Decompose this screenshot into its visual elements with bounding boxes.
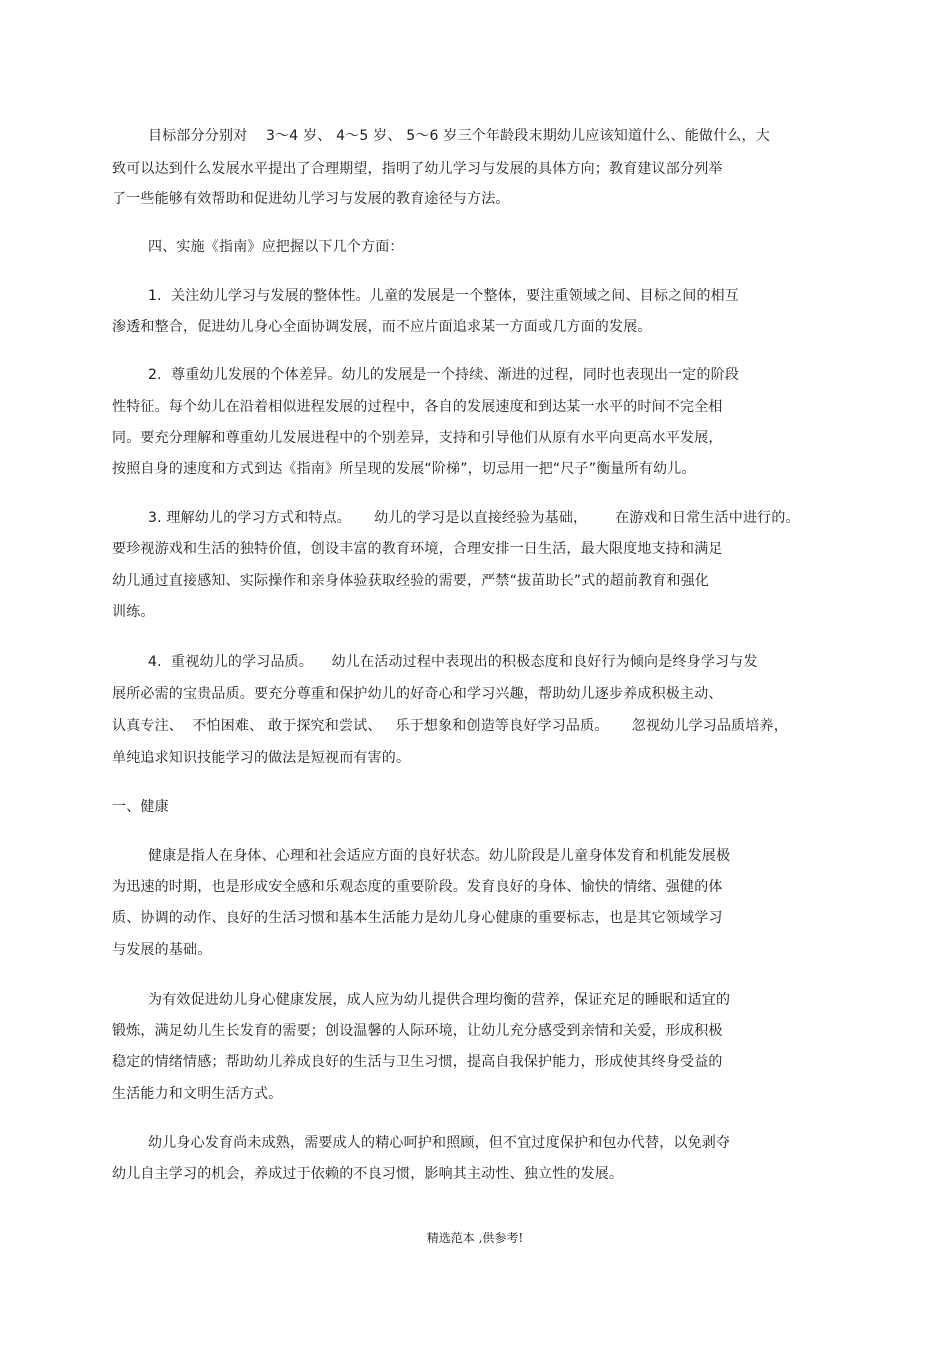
paragraph-line: 要珍视游戏和生活的独特价值，创设丰富的教育环境，合理安排一日生活，最大限度地支持和满足 (112, 541, 723, 557)
paragraph-line: 幼儿自主学习的机会，养成过于依赖的不良习惯，影响其主动性、独立性的发展。 (112, 1166, 624, 1182)
paragraph-line: 单纯追求知识技能学习的做法是短视而有害的。 (112, 750, 411, 766)
section-heading: 一、健康 (112, 799, 169, 815)
paragraph-line: 训练。 (112, 604, 155, 620)
paragraph-line: 了一些能够有效帮助和促进幼儿学习与发展的教育途径与方法。 (112, 191, 510, 207)
paragraph-line: 幼儿通过直接感知、实际操作和亲身体验获取经验的需要，严禁“拔苗助长”式的超前教育和强化 (112, 573, 710, 589)
paragraph-line: 生活能力和文明生活方式。 (112, 1086, 283, 1102)
paragraph-line: 性特征。每个幼儿在沿着相似进程发展的过程中，各自的发展速度和到达某一水平的时间不完全相 (112, 399, 723, 415)
page-footer: 精选范本 ,供参考! (426, 1231, 524, 1245)
paragraph-line: 目标部分分别对 3～4 岁、 4～5 岁、 5～6 岁三个年龄段末期幼儿应该知道什么、能做什么，大 (148, 128, 770, 144)
paragraph-line: 同。要充分理解和尊重幼儿发展进程中的个别差异，支持和引导他们从原有水平向更高水平发展， (112, 430, 723, 446)
paragraph-line: 渗透和整合，促进幼儿身心全面协调发展，而不应片面追求某一方面或几方面的发展。 (112, 319, 652, 335)
paragraph-line: 锻炼，满足幼儿生长发育的需要；创设温馨的人际环境，让幼儿充分感受到亲情和关爱，形成积极 (112, 1023, 723, 1039)
paragraph-line: 展所必需的宝贵品质。要充分尊重和保护幼儿的好奇心和学习兴趣，帮助幼儿逐步养成积极主动、 (112, 686, 723, 702)
paragraph-line: 与发展的基础。 (112, 942, 212, 958)
paragraph-line: 1. 关注幼儿学习与发展的整体性。儿童的发展是一个整体，要注重领域之间、目标之间的相互 (148, 288, 740, 304)
paragraph-line: 致可以达到什么发展水平提出了合理期望，指明了幼儿学习与发展的具体方向；教育建议部分列举 (112, 161, 723, 177)
paragraph-line: 质、协调的动作、良好的生活习惯和基本生活能力是幼儿身心健康的重要标志，也是其它领域学习 (112, 910, 723, 926)
paragraph-line: 认真专注、 不怕困难、 敢于探究和尝试、 乐于想象和创造等良好学习品质。 忽视幼儿学习品质培养， (112, 718, 788, 734)
paragraph-line: 2. 尊重幼儿发展的个体差异。幼儿的发展是一个持续、渐进的过程，同时也表现出一定的阶段 (148, 367, 740, 383)
paragraph-line: 幼儿身心发育尚未成熟，需要成人的精心呵护和照顾，但不宜过度保护和包办代替，以免剥夺 (148, 1135, 731, 1151)
paragraph-line: 稳定的情绪情感；帮助幼儿养成良好的生活与卫生习惯，提高自我保护能力，形成使其终身受益的 (112, 1054, 723, 1070)
paragraph-line: 为迅速的时期，也是形成安全感和乐观态度的重要阶段。发育良好的身体、愉快的情绪、强健的体 (112, 879, 723, 895)
paragraph-line: 健康是指人在身体、心理和社会适应方面的良好状态。幼儿阶段是儿童身体发育和机能发展极 (148, 848, 731, 864)
section-heading: 四、实施《指南》应把握以下几个方面： (148, 239, 404, 255)
paragraph-line: 4. 重视幼儿的学习品质。 幼儿在活动过程中表现出的积极态度和良好行为倾向是终身学习与发 (148, 654, 758, 670)
paragraph-line: 按照自身的速度和方式到达《指南》所呈现的发展“阶梯”，切忌用一把“尺子”衡量所有幼儿。 (112, 461, 696, 477)
paragraph-line: 3. 理解幼儿的学习方式和特点。 幼儿的学习是以直接经验为基础， 在游戏和日常生活中进行的。 (148, 510, 800, 526)
paragraph-line: 为有效促进幼儿身心健康发展，成人应为幼儿提供合理均衡的营养，保证充足的睡眠和适宜的 (148, 992, 731, 1008)
